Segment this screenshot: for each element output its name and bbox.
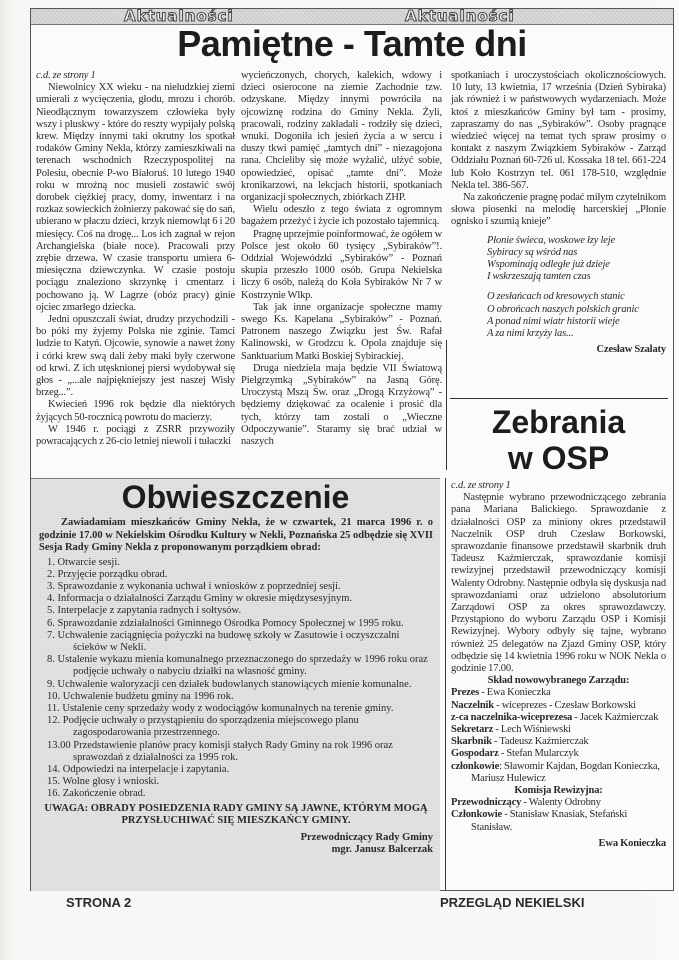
agenda-item: 5. Interpelacje z zapytania radnych i sołtysów. bbox=[47, 605, 242, 617]
role: Członkowie bbox=[451, 809, 503, 821]
article2-author: Ewa Konieczka bbox=[598, 837, 666, 849]
member-name: Walenty Odrobny bbox=[528, 797, 601, 809]
notice-title: Obwieszczenie bbox=[121, 479, 350, 515]
audit-member bbox=[451, 809, 666, 833]
separator: - bbox=[491, 736, 500, 748]
member-name: Stefan Mularczyk bbox=[506, 748, 579, 760]
paragraph: Niewolnicy XX wieku - na nieludzkiej ziemi umierali z wycięczenia, głodu, mrozu i chorób. Nieodłącznym towarzyszem człowieka były wszy i pluskwy - które do reszty wypijały polską krew. Między innymi taki okrutny los spotkał rodaków Gminy Nekla, którzy zamieszkiwali na terenach wschodnich Rzeczypospolitej na Polesiu, obecnie P-wo Białoruś. 10 lutego 1940 roku w mroźną noc musieli zostawić swój dorobek ciężkiej pracy, domy, inwentarz i na rozkaz sowieckich żołnierzy pakować się do sań, ubierano w płaczu dzieci, krzyk niemowląt 6 i 20 miesięcy. Coś na drogę... Los ich zagnał w rejon Archangielska (białe noce). Pracowali przy zrębie drzewa. W czasie transportu umiera 6-miesięczna dziewczynka. W czasie postoju pociągu znaleziono skrzynkę i cmentarz i pochowano ją. W Lagrze (obóz pracy) ginie ojciec zmarłego dziecka. bbox=[36, 82, 235, 313]
agenda-item: 6. Sprawozdanie zdziałalności Gminnego Ośrodka Pomocy Społecznej w 1995 roku. bbox=[47, 617, 404, 629]
board-member bbox=[451, 724, 666, 736]
headline-line: Zebrania bbox=[491, 404, 626, 440]
poem-line: O zesłańcach od kresowych stanic bbox=[487, 291, 625, 303]
section-divider bbox=[450, 398, 668, 399]
poem-line: Płonie świeca, woskowe łzy leje bbox=[487, 234, 615, 246]
agenda-item: 13.00 Przedstawienie planów pracy komisji stałych Rady Gminy na rok 1996 oraz sprawozdań z działalności za 1995 rok. bbox=[47, 739, 393, 763]
separator: : bbox=[499, 760, 505, 772]
separator: - bbox=[521, 797, 529, 809]
notice-intro: Zawiadamiam mieszkańców Gminy Nekla, że w czwartek, 21 marca 1996 r. o godzinie 17.00 w Nekielskim Ośrodku Kultury w Nekli, Poznańska 25 odbędzie się XVII Sesja Rady Gminy Nekla z proponowanym porządkiem obrad: bbox=[39, 517, 433, 553]
role: Prezes bbox=[451, 687, 480, 699]
signer-role: Przewodniczący Rady Gminy bbox=[300, 831, 433, 843]
signer-name: mgr. Janusz Balcerzak bbox=[331, 844, 433, 856]
agenda-item: 3. Sprawozdanie z wykonania uchwał i wniosków z poprzedniej sesji. bbox=[47, 580, 341, 592]
column-divider bbox=[445, 478, 446, 890]
member-name: Stanisław Knasiak, Stefański Stanisław. bbox=[471, 809, 628, 833]
board-member bbox=[451, 761, 666, 785]
paragraph: Jedni opuszczali świat, drudzy przychodzili - bo póki my żyjemy Polska nie zginie. Tamci ludzie to Katyń. Ojcowie, synowie a nawet żony i córki krew swą dali żeby maki były czerwone od krwi. Z ich utęsknionej piersi wydobywał się głos - „...ale najpiękniejszy jest naszej Wisły brzeg...”. bbox=[36, 314, 235, 399]
member-name: Sławomir Kajdan, Bogdan Konieczka, Mariusz Hulewicz bbox=[471, 760, 660, 784]
poem-line: O obrońcach naszych polskich granic bbox=[487, 303, 639, 315]
agenda-item: 12. Podjęcie uchwały o przystąpieniu do sporządzenia miejscowego planu zagospodarowania przestrzennego. bbox=[47, 715, 359, 739]
agenda-item: 10. Uchwalenie budżetu gminy na 1996 rok. bbox=[47, 690, 234, 702]
article2-body bbox=[451, 480, 666, 850]
paragraph: Pragnę uprzejmie poinformować, że ogółem w Polsce jest około 60 tysięcy „Sybiraków”!. Oddział Wojewódzki „Sybiraków” - Poznań skupia przeszło 1000 osób. Grupa Nekielska liczy 6 osób, należą do Koła Sybiraków Nr 7 w Kostrzynie Wlkp. bbox=[241, 228, 442, 301]
role: Naczelnik bbox=[451, 699, 494, 711]
poem-line: A ponad nimi wiatr historii wieje bbox=[487, 315, 620, 327]
board-list bbox=[451, 675, 666, 834]
notice-box bbox=[31, 478, 440, 891]
paragraph: Następnie wybrano przewodniczącego zebrania pana Mariana Balickiego. Sprawozdanie z działalności OSP za miniony okres przedstawił Naczelnik OSP druh Czesław Borkowski, sprawozdanie finansowe przedstawił skarbnik druh Tadeusz Kaźmierczak, sprawozdanie komisji rewizyjnej przedstawił przewodniczący komisji Walenty Odrobny. Następnie odbyła się dyskusja nad sprawozdaniami oraz udzielono absolutorium Zarządowi OSP za okres sprawozdawczy. Przystąpiono do wyboru Zarządu OSP i Komisji Rewizyjnej. Wybory odbyły się tajne, wybrano również 25 delegatów na Zjazd Gminy OSP, który odbędzie się 14 kwietnia 1996 roku w NOK Nekla o godzinie 17.00. bbox=[451, 492, 666, 675]
agenda-item: 16. Zakończenie obrad. bbox=[47, 788, 146, 800]
board-member bbox=[451, 748, 666, 760]
article-column-1 bbox=[36, 70, 235, 448]
paragraph: spotkaniach i uroczystościach okolicznościowych. 10 luty, 13 kwietnia, 17 września (Dzień Sybiraka) jak również i w państwowych wydarzeniach. Może ktoś z mieszkańców Gminy był tam - prosimy, zapraszamy do nas „Sybiraków”. Osoby pragnące wiedzieć więcej na temat tych spraw prosimy o kontakt z naszym Związkiem Sybiraków - Zarząd Oddziału Poznań 60-726 ul. Kossaka 18 tel. 661-224 lub Koło Kostrzyn tel. 061 178-510, względnie Nekla tel. 386-567. bbox=[451, 70, 666, 191]
agenda-item: 8. Ustalenie wykazu mienia komunalnego przeznaczonego do sprzedaży w 1996 roku oraz podjęcie uchwały o nabyciu działki na własność gminy. bbox=[47, 654, 428, 678]
separator: - bbox=[493, 699, 502, 711]
poem-line: A za nimi krzyży las... bbox=[487, 328, 574, 340]
agenda-item: 7. Uchwalenie zaciągnięcia pożyczki na budowę szkoły w Zasutowie i oczyszczalni ścieków w Nekli. bbox=[47, 629, 400, 653]
role: Przewodniczący bbox=[451, 797, 522, 809]
continued-note: c.d. ze strony 1 bbox=[36, 70, 96, 81]
section-label: Aktualności bbox=[124, 7, 234, 25]
publication-name: PRZEGLĄD NEKIELSKI bbox=[440, 895, 585, 910]
role: Skarbnik bbox=[451, 736, 492, 748]
headline-line: w OSP bbox=[507, 440, 610, 476]
board-member bbox=[451, 736, 666, 748]
notice-warning: UWAGA: OBRADY POSIEDZENIA RADY GMINY SĄ JAWNE, KTÓRYM MOGĄ PRZYSŁUCHIWAĆ SIĘ MIESZKAŃCY GMINY. bbox=[44, 802, 428, 827]
article-headline: Pamiętne - Tamte dni bbox=[177, 23, 527, 64]
board-member bbox=[451, 700, 666, 712]
role: Gospodarz bbox=[451, 748, 499, 760]
notice-signature bbox=[39, 832, 433, 857]
audit-heading: Komisja Rewizyjna: bbox=[514, 785, 603, 797]
role: Sekretarz bbox=[451, 724, 494, 736]
page-number: STRONA 2 bbox=[66, 895, 132, 910]
separator: - bbox=[498, 748, 507, 760]
agenda-list bbox=[47, 557, 433, 801]
paragraph: Wielu odeszło z tego świata z ogromnym bagażem przeżyć i życie ich pozostało tajemnicą. bbox=[241, 204, 442, 228]
section-label: Aktualności bbox=[405, 7, 515, 25]
poem-line: I wskrzeszają tamten czas bbox=[487, 271, 591, 283]
board-member bbox=[451, 712, 666, 724]
paragraph: Kwiecień 1996 rok będzie dla niektórych żyjących 50-rocznicą powrotu do macierzy. bbox=[36, 399, 235, 423]
audit-member bbox=[451, 797, 666, 809]
column-divider bbox=[446, 340, 447, 470]
role: członkowie bbox=[451, 760, 500, 772]
paragraph: Druga niedziela maja będzie VII Światową Pielgrzymką „Sybiraków” na Jasną Górę. Uroczystą Mszą Św. oraz „Drogą Krzyżową” - będziemy dziękować za ocalenie i prosić dla tych, którzy tam zostali o „Wieczne Odpoczywanie”. Staramy się brać udział w naszych bbox=[241, 362, 442, 448]
board-heading: Skład nowowybranego Zarządu: bbox=[487, 675, 630, 687]
article2-headline bbox=[451, 404, 666, 476]
member-name: Jacek Kaźmierczak bbox=[579, 711, 659, 723]
board-member bbox=[451, 687, 666, 699]
agenda-item: 1. Otwarcie sesji. bbox=[47, 556, 120, 568]
separator: - bbox=[479, 687, 487, 699]
agenda-item: 9. Uchwalenie waloryzacji cen działek budowlanych stanowiących mienie komunalne. bbox=[47, 678, 412, 690]
role: z-ca naczelnika-wiceprezesa bbox=[451, 711, 573, 723]
separator: - bbox=[493, 724, 501, 736]
notice-content bbox=[39, 517, 433, 857]
agenda-item: 4. Informacja o działalności Zarządu Gminy w okresie międzysesyjnym. bbox=[47, 593, 352, 605]
agenda-item: 2. Przyjęcie porządku obrad. bbox=[47, 568, 168, 580]
agenda-item: 14. Odpowiedzi na interpelacje i zapytania. bbox=[47, 763, 230, 775]
paragraph: Tak jak inne organizacje społeczne mamy swego Ks. Kapelana „Sybiraków” - Poznań. Patronem naszego Związku jest Św. Rafał Kalinowski, w Grodzcu k. Opola znajduje się Sanktuarium Matki Boskiej Sybirackiej. bbox=[241, 301, 442, 362]
article-author: Czesław Szalaty bbox=[596, 344, 666, 356]
continued-note: c.d. ze strony 1 bbox=[451, 480, 511, 491]
poem-line: Wspominają odległe już dzieje bbox=[487, 259, 610, 271]
poem bbox=[487, 235, 666, 341]
agenda-item: 11. Ustalenie ceny sprzedaży wody z wodociągów komunalnych na terenie gminy. bbox=[47, 702, 394, 714]
member-name: wiceprezes - Czesław Borkowski bbox=[501, 699, 636, 711]
separator: - bbox=[502, 809, 510, 821]
article-column-2 bbox=[241, 70, 442, 448]
paragraph: wycieńczonych, chorych, kalekich, wdowy i dzieci osierocone na ziemie Zachodnie tzw. odzyskane. Między innymi powróciła na ojcowiznę rodzina do Gminy Nekla. Żyli, pracowali, rodziny zakładali - rodziły się dzieci, wnuki. Dogoniła ich jesień życia a w sercu i duszy tkwi pamięć „tamtych dni” - niezagojona rana. Chcieliby się może wyżalić, ulżyć sobie, opowiedzieć, opisać „tamte dni”. Może kronikarzowi, na lekcjach historii, spotkaniach organizacji społecznych, zbiórkach ZHP. bbox=[241, 70, 442, 204]
member-name: Lech Wiśniewski bbox=[500, 724, 571, 736]
member-name: Ewa Konieczka bbox=[486, 687, 551, 699]
poem-line: Sybiracy są wśród nas bbox=[487, 246, 578, 258]
article-column-3 bbox=[451, 70, 666, 356]
separator: - bbox=[572, 711, 580, 723]
member-name: Tadeusz Kaźmierczak bbox=[499, 736, 589, 748]
paragraph: Na zakończenie pragnę podać miłym czytelnikom słowa piosenki na melodię harcerskiej „Płonie ognisko i szumią knieje” bbox=[451, 192, 666, 228]
paragraph: W 1946 r. pociągi z ZSRR przywoziły powracających z 26-cio letniej niewoli i tułaczki bbox=[36, 423, 235, 448]
agenda-item: 15. Wolne głosy i wnioski. bbox=[47, 776, 160, 788]
